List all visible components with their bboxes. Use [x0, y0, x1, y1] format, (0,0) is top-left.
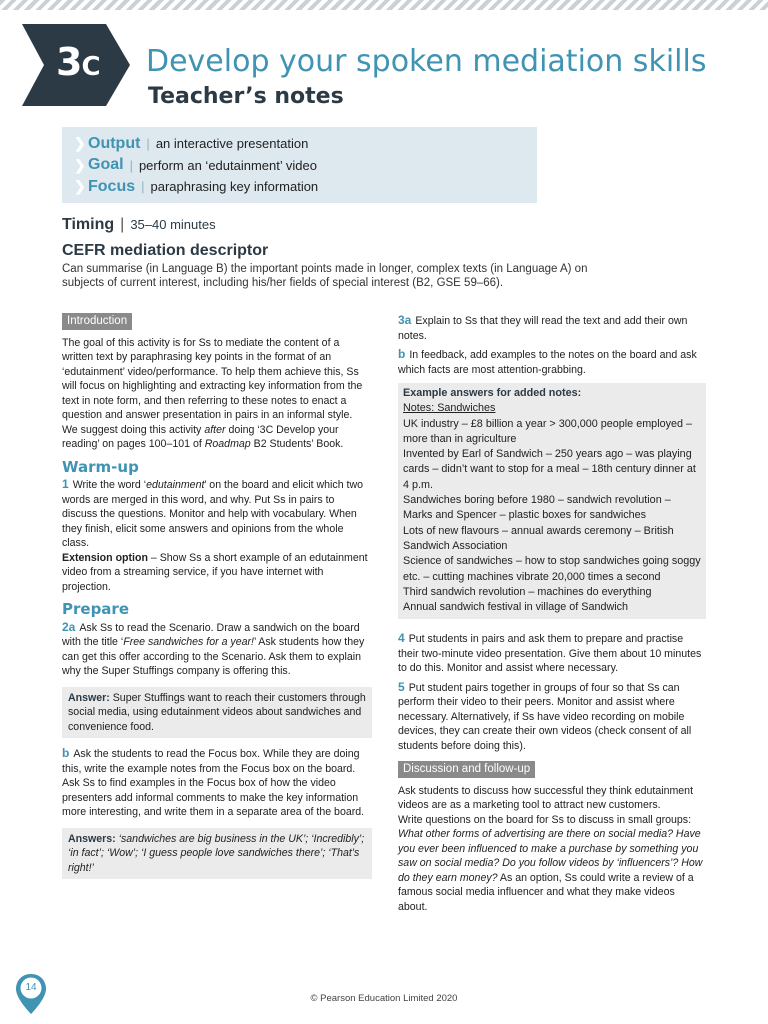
page-number: 14: [25, 982, 37, 993]
example-line: UK industry – £8 billion a year > 300,000 people employed – more than in agriculture: [403, 417, 693, 445]
unit-code: 3C: [56, 40, 100, 84]
chevron-right-icon: ❯: [74, 135, 86, 152]
cefr-descriptor: Can summarise (in Language B) the important points made in longer, complex texts (in Language A) on subjects of current interest, including his/her fields of special interest (B2, GSE 59–66).: [62, 263, 588, 289]
chevron-right-icon: ❯: [74, 178, 86, 195]
example-answers-box: Example answers for added notes: Notes: Sandwiches UK industry – £8 billion a year > 300,000 people employed – more than in agriculture Invented by Earl of Sandwich – 250 years ago – was playing cards – didn’t want to stop for a meal – 18th century dinner at 4 p.m. Sandwiches boring before 1980 – sandwich revolution – Marks and Spencer – plastic boxes for sandwiches Lots of new flavours – annual awards ceremony – British Sandwich Association Science of sandwiches – how to stop sandwiches going soggy etc. – cutting machines vibrate 20,000 times a second Third sandwich revolution – machines do everything Annual sandwich festival in village of Sandwich: [398, 383, 706, 619]
discussion-questions: Write questions on the board for Ss to discuss in small groups: What other forms of advertising are there on social media? Have you ever been influenced to make a purchase by something you saw on social media? Do you follow videos by ‘influencers’? How do they earn money? As an option, Ss could write a review of a famous social media influencer and what they make videos about.: [398, 813, 703, 913]
goal-row-focus: ❯ Focus | paraphrasing key information: [74, 177, 319, 195]
example-line: Invented by Earl of Sandwich – 250 years ago – was playing cards – didn’t want to stop for a meal – 18th century dinner at 4 p.m.: [403, 448, 696, 491]
goal-row-goal: ❯ Goal | perform an ‘edutainment’ video: [74, 156, 317, 174]
timing: Timing | 35–40 minutes: [62, 216, 216, 233]
goals-panel: [62, 127, 537, 203]
example-line: Sandwiches boring before 1980 – sandwich revolution – Marks and Spencer – plastic boxes for sandwiches: [403, 494, 671, 522]
example-line: Annual sandwich festival in village of Sandwich: [403, 601, 629, 614]
chevron-right-icon: ❯: [74, 156, 86, 173]
section-tag-introduction: Introduction: [62, 313, 132, 330]
heading-warm-up: Warm-up: [62, 457, 139, 476]
example-line: Third sandwich revolution – machines do everything: [403, 585, 652, 598]
example-line: Science of sandwiches – how to stop sandwiches going soggy etc. – cutting machines vibrate 20,000 times a second: [403, 555, 701, 583]
right-column: [398, 313, 706, 914]
heading-prepare: Prepare: [62, 600, 129, 618]
step-5: 5 Put student pairs together in groups of four so that Ss can perform their video to their peers. Monitor and assist where necessary. Alternatively, if Ss have video recording on mobile devices, they can create their own videos (check consent of all students before doing this).: [398, 679, 692, 752]
warmup-step-1: 1 Write the word ‘edutainment’ on the board and elicit which two words are merged in this word, and why. Put Ss in pairs to discuss the questions. Monitor and help with vocabulary. When they finish, elicit some answers and opinions from the whole class.: [62, 477, 364, 549]
discussion-paragraph: Ask students to discuss how successful they think edutainment videos are as a marketing tool to attract new customers.: [398, 784, 694, 812]
top-decorative-stripe: [0, 0, 768, 10]
example-line: Lots of new flavours – annual awards ceremony – British Sandwich Association: [403, 524, 674, 552]
prepare-step-2a: 2a Ask Ss to read the Scenario. Draw a sandwich on the board with the title ‘Free sandwiches for a year!’ Ask students how they can get this offer according to the Scenario. Ask them to explain why the Super Stuffings company is offering this.: [62, 619, 365, 677]
copyright: © Pearson Education Limited 2020: [310, 993, 458, 1004]
left-column: [62, 313, 372, 879]
step-4: 4 Put students in pairs and ask them to prepare and practise their two-minute video presentation. Give them about 10 minutes to do this. Monitor and assist where necessary.: [398, 631, 702, 675]
prepare-step-2b: b Ask the students to read the Focus box. While they are doing this, write the example notes from the Focus box on the board. Ask Ss to find examples in the Focus box of how the video presenters add informal comments to make the key information more interesting, and write them in a separate area of the board.: [62, 746, 365, 818]
goal-row-output: ❯ Output | an interactive presentation: [74, 134, 309, 152]
page-title: Develop your spoken mediation skills: [146, 44, 707, 79]
answer-box-2a: Answer: Super Stuffings want to reach their customers through social media, using edutainment videos about sandwiches and convenience food.: [62, 687, 372, 739]
cefr-heading: CEFR mediation descriptor: [62, 242, 269, 259]
extension-option: Extension option – Show Ss a short example of an edutainment video from a streaming service, if you have internet with projection.: [62, 551, 368, 593]
intro-paragraph: The goal of this activity is for Ss to mediate the content of a written text by paraphrasing key points in the format of an ‘edutainment’ video/performance. To help them achieve this, Ss will focus on highlighting and extracting key information from the text in note form, and then referring to these notes to enact a question and answer presentation in pairs in an informal style.: [62, 336, 363, 421]
step-3b: b In feedback, add examples to the notes on the board and ask which facts are most attention-grabbing.: [398, 347, 697, 376]
section-tag-discussion: Discussion and follow-up: [398, 761, 535, 778]
page-subtitle: Teacher’s notes: [148, 84, 344, 109]
intro-suggestion: We suggest doing this activity after doing ‘3C Develop your reading’ on pages 100–101 of Roadmap B2 Students’ Book.: [62, 423, 344, 450]
answer-box-2b: Answers: ‘sandwiches are big business in the UK’; ‘Incredibly’; ‘in fact’; ‘Wow’; ‘I guess people love sandwiches there’; ‘That’s right!’: [62, 828, 372, 880]
step-3a: 3a Explain to Ss that they will read the text and add their own notes.: [398, 313, 688, 342]
